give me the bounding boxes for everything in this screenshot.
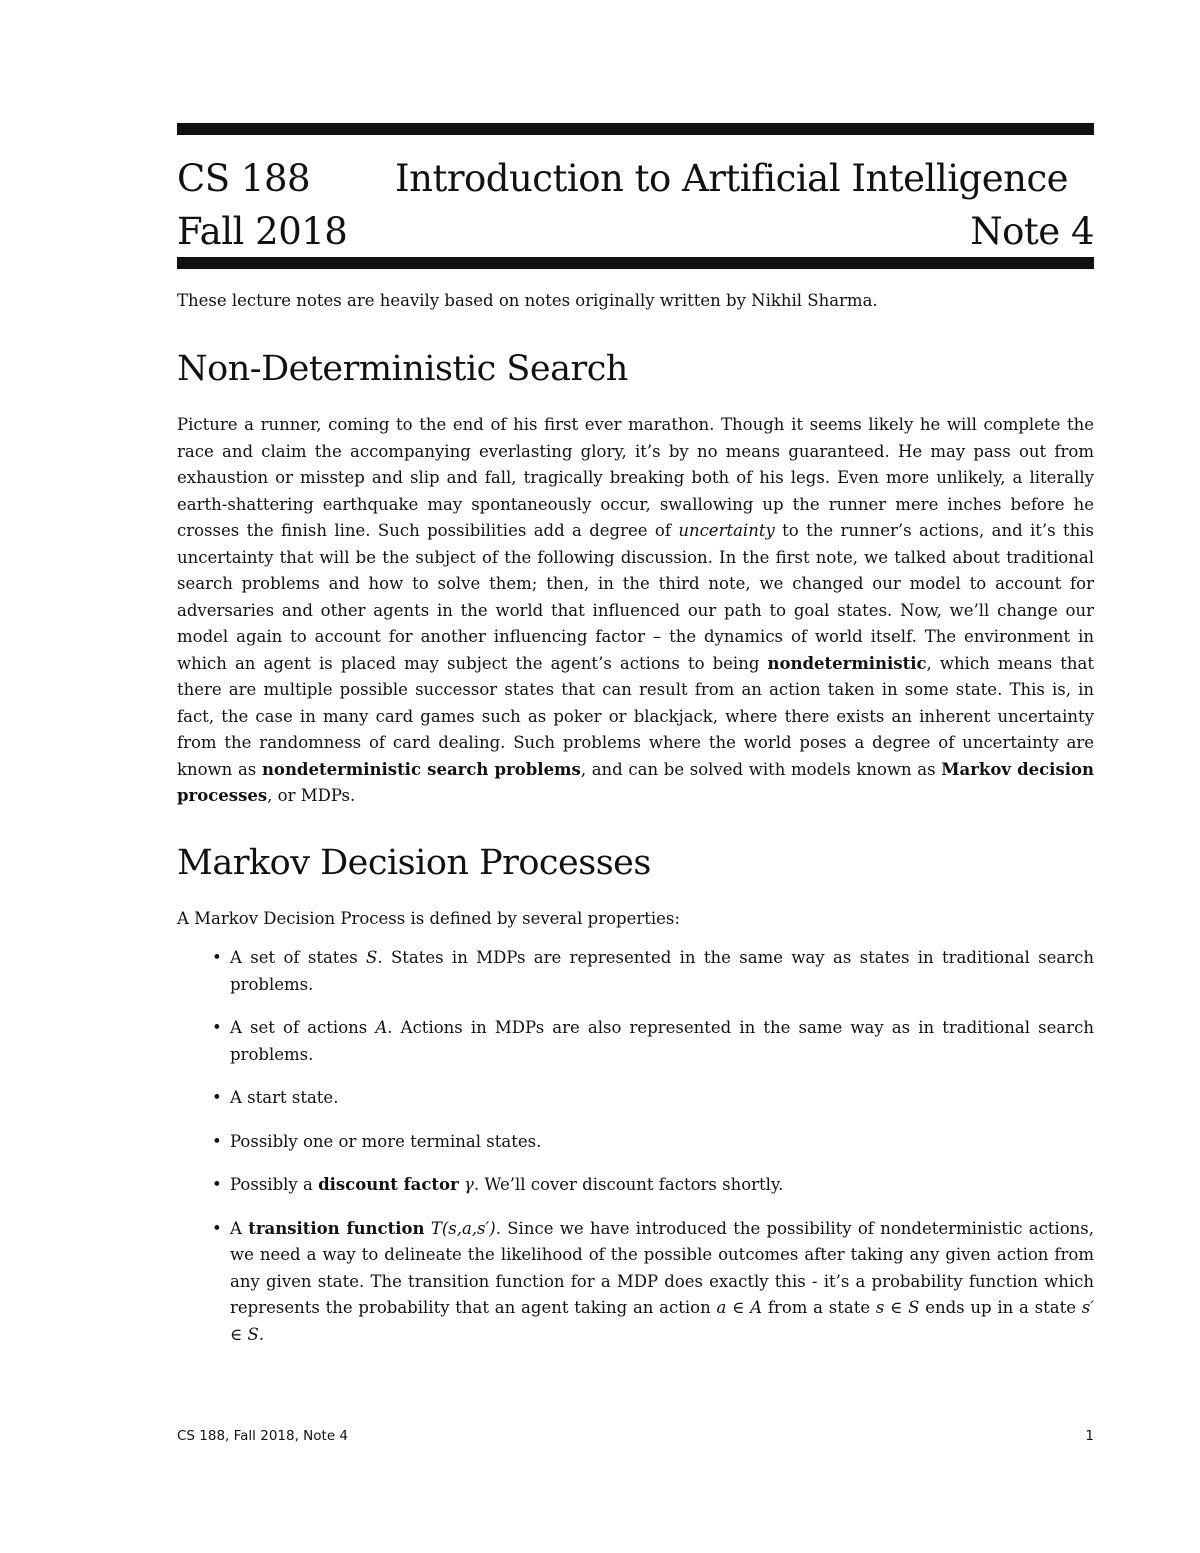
paragraph-text: to the runner’s actions, and it’s this uncertainty that will be the subject of the following discussion. In the first note, we talked about traditional search problems and how to solve them; then, in the third note, we changed our model to account for adversaries and other agents in the world that influenced our path to goal states. Now, we’ll change our model again to account for another influencing factor – the dynamics of world itself. The environment in which an agent is placed may subject the agent’s actions to being: [177, 521, 1094, 673]
math-s-in-S: s ∈ S: [875, 1298, 920, 1317]
math-A: A: [375, 1018, 388, 1037]
item-text: . Actions in MDPs are also represented in the same way as in traditional search problems.: [230, 1018, 1094, 1064]
list-item-transition-function: [177, 1216, 1094, 1349]
term-transition-function: transition function: [248, 1218, 425, 1238]
page-number: 1: [1085, 1428, 1094, 1444]
bullet: •: [212, 1018, 222, 1037]
course-code: CS 188: [177, 157, 311, 200]
math-S: S: [366, 948, 378, 967]
paragraph-runner: [177, 412, 1094, 810]
header-top-rule: [177, 123, 1094, 135]
section-title-markov-decision-processes: Markov Decision Processes: [177, 843, 651, 883]
document-page: [177, 0, 1094, 1553]
bullet: •: [212, 1131, 222, 1151]
math-sprime-in-S: s′ ∈ S: [230, 1298, 1094, 1344]
item-text: Possibly a: [230, 1175, 319, 1194]
item-text: Possibly one or more terminal states.: [230, 1131, 542, 1151]
item-text: A set of actions: [230, 1018, 376, 1037]
item-text: . We’ll cover discount factors shortly.: [473, 1175, 784, 1194]
list-item-states: [177, 945, 1094, 998]
term-nondeterministic-search-problems: nondeterministic search problems: [261, 759, 581, 779]
bullet: •: [212, 1175, 222, 1194]
bullet: •: [212, 1218, 222, 1238]
course-term: Fall 2018: [177, 210, 348, 253]
course-title: Introduction to Artificial Intelligence: [395, 157, 1069, 200]
paragraph-text: , or MDPs.: [267, 786, 356, 805]
list-item-discount-factor: [177, 1172, 1094, 1199]
paragraph-text: Picture a runner, coming to the end of his first ever marathon. Though it seems likely he will complete the race and claim the accompanying everlasting glory, it’s by no means guaranteed. He may pass out from exhaustion or misstep and slip and fall, tragically breaking both of his legs. Even more unlikely, a literally earth-shattering earthquake may spontaneously occur, swallowing up the runner mere inches before he crosses the finish line. Such possibilities add a degree of: [177, 415, 1094, 540]
math-gamma: γ: [464, 1175, 474, 1194]
list-item-actions: [177, 1015, 1094, 1068]
mdp-properties-list: [177, 945, 1094, 1365]
paragraph-text: , and can be solved with models known as: [580, 759, 942, 779]
item-text: A set of states: [230, 948, 367, 967]
item-text: .: [258, 1324, 265, 1344]
item-text: . States in MDPs are represented in the same way as states in traditional search problems.: [230, 948, 1094, 994]
item-text: ends up in a state: [919, 1298, 1082, 1317]
item-text: from a state: [762, 1298, 876, 1317]
term-nondeterministic: nondeterministic: [767, 653, 927, 673]
header-bottom-rule: [177, 257, 1094, 269]
math-transition-T: T(s,a,s′): [430, 1218, 496, 1238]
section-title-non-deterministic-search: Non-Deterministic Search: [177, 349, 628, 389]
item-text: A start state.: [230, 1088, 339, 1107]
item-text: . Since we have introduced the possibility of nondeterministic actions, we need a way to delineate the likelihood of the possible outcomes after taking any given action from any given state. The transition function for a MDP does exactly this - it’s a probability function which represents the probability that an agent taking an action: [230, 1218, 1094, 1317]
mdp-intro: A Markov Decision Process is defined by several properties:: [177, 909, 680, 928]
math-a-in-A: a ∈ A: [716, 1298, 763, 1317]
term-markov-decision-processes: Markov decision processes: [177, 759, 1095, 805]
item-text: A: [230, 1218, 249, 1238]
bullet: •: [212, 1088, 222, 1107]
paragraph-text: , which means that there are multiple possible successor states that can result from an action taken in some state. This is, in fact, the case in many card games such as poker or blackjack, where there exists an inherent uncertainty from the randomness of card dealing. Such problems where the world poses a degree of uncertainty are known as: [177, 653, 1094, 779]
note-number: Note 4: [970, 210, 1094, 253]
list-item-terminal-states: [177, 1129, 1094, 1156]
term-discount-factor: discount factor: [318, 1175, 459, 1194]
emphasis-uncertainty: uncertainty: [678, 521, 775, 540]
bullet: •: [212, 948, 222, 967]
footer-label: CS 188, Fall 2018, Note 4: [177, 1428, 349, 1444]
list-item-start-state: [177, 1085, 1094, 1112]
credit-line: These lecture notes are heavily based on notes originally written by Nikhil Sharma.: [177, 291, 878, 310]
